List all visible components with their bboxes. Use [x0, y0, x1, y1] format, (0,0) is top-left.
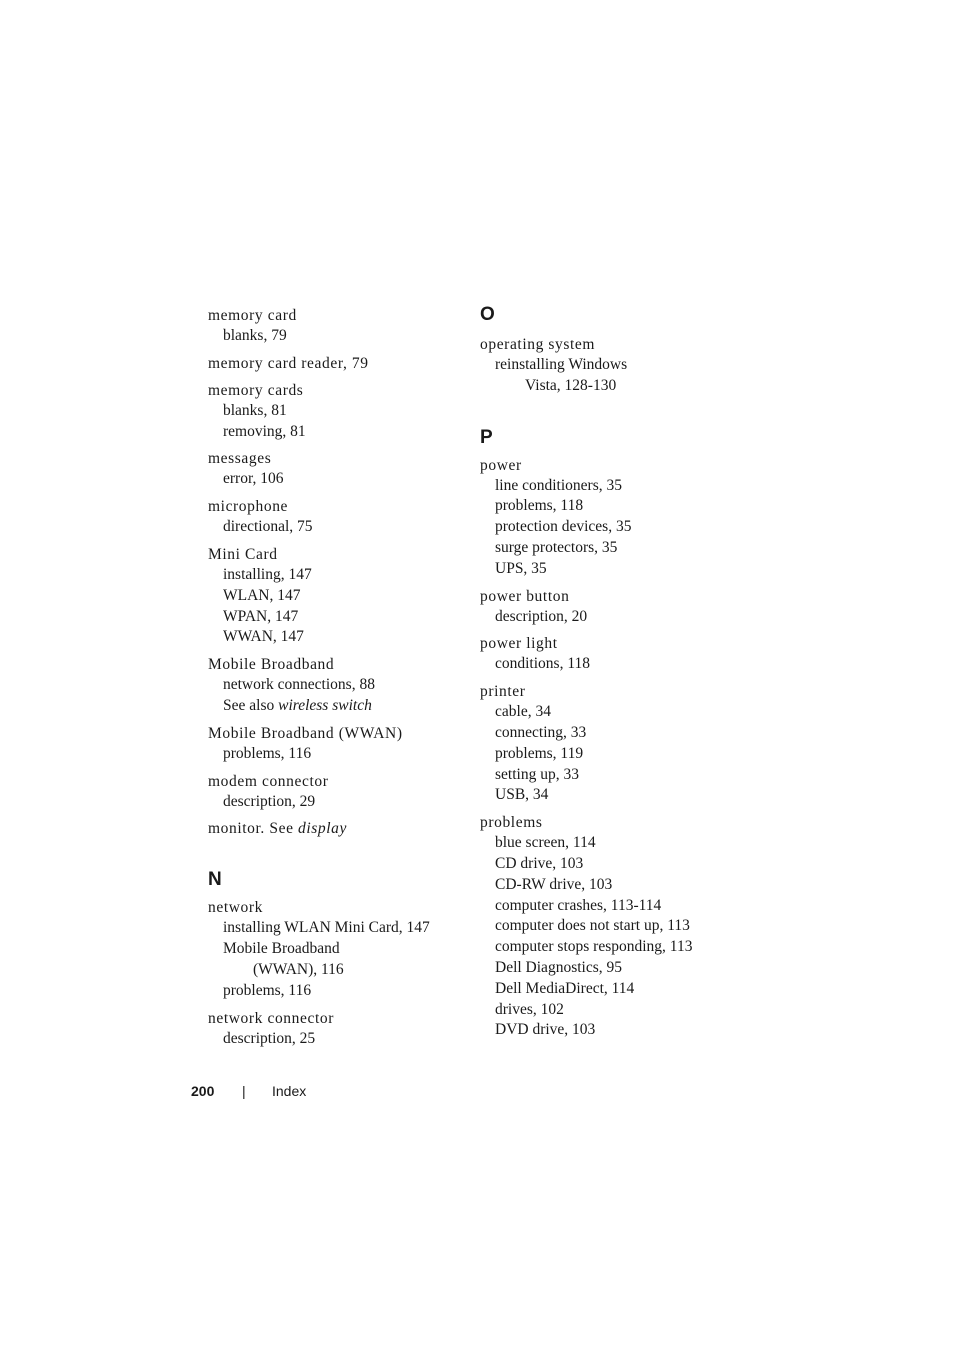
index-term: microphone — [208, 498, 289, 516]
index-subterm: WWAN, 147 — [223, 628, 304, 646]
index-subterm: directional, 75 — [223, 518, 313, 536]
index-entry — [208, 380, 468, 443]
index-entry — [480, 633, 740, 675]
index-subterm: problems, 118 — [495, 497, 584, 515]
index-letter-heading: O — [480, 304, 495, 325]
index-entry — [208, 818, 468, 839]
index-subterm: computer stops responding, 113 — [495, 938, 693, 956]
index-entries-m — [208, 305, 468, 839]
index-subterm: WPAN, 147 — [223, 607, 299, 625]
index-subterm: line conditioners, 35 — [495, 476, 622, 494]
index-term: power light — [480, 635, 558, 653]
index-term: Mobile Broadband — [208, 656, 335, 674]
index-subterm-continuation: (WWAN), 116 — [253, 960, 344, 978]
index-subterm: computer does not start up, 113 — [495, 917, 690, 935]
index-subterm: reinstalling Windows Vista, 128-130 — [495, 356, 628, 394]
index-letter-heading: N — [208, 869, 222, 891]
index-subterm: problems, 116 — [223, 744, 312, 762]
index-entry — [480, 586, 740, 628]
index-term: power — [480, 456, 522, 474]
index-subterm: installing WLAN Mini Card, 147 — [223, 919, 430, 937]
index-term-prefix: monitor. See — [208, 820, 299, 838]
index-term: Mobile Broadband (WWAN) — [208, 724, 403, 742]
index-subterm: removing, 81 — [223, 422, 306, 440]
index-term: printer — [480, 683, 526, 701]
index-entry — [480, 334, 740, 397]
footer-separator: | — [242, 1083, 246, 1099]
index-column-left — [208, 305, 468, 1055]
index-subterm: connecting, 33 — [495, 723, 587, 741]
index-subterm: blanks, 81 — [223, 401, 287, 419]
index-subterm: USB, 34 — [495, 786, 549, 804]
index-entry — [208, 353, 468, 374]
index-subterm: CD drive, 103 — [495, 854, 584, 872]
index-see-target: display — [298, 820, 348, 838]
index-subterm: Dell Diagnostics, 95 — [495, 958, 622, 976]
index-term: memory cards — [208, 381, 304, 399]
index-term: Mini Card — [208, 545, 278, 563]
index-entry — [480, 681, 740, 806]
index-term: power button — [480, 587, 570, 605]
index-subterm: description, 25 — [223, 1029, 316, 1047]
index-subterm: description, 29 — [223, 792, 316, 810]
index-entry — [208, 1008, 468, 1050]
index-subterm: problems, 116 — [223, 981, 312, 999]
index-letter-heading: P — [480, 426, 493, 448]
index-term — [208, 818, 468, 839]
index-term: memory card — [208, 307, 297, 324]
index-subterm: network connections, 88 — [223, 676, 375, 694]
index-subterm: computer crashes, 113-114 — [495, 896, 662, 914]
index-entry — [208, 771, 468, 813]
see-also-target: wireless switch — [278, 696, 372, 714]
index-term: memory card reader, 79 — [208, 354, 369, 372]
index-subterm: cable, 34 — [495, 703, 551, 721]
see-also-prefix: See also — [223, 696, 279, 714]
index-term: problems — [480, 814, 543, 832]
index-entries-p — [480, 455, 740, 1042]
index-column-right — [480, 304, 740, 1047]
index-subterm: blanks, 79 — [223, 327, 287, 344]
index-entry — [208, 496, 468, 538]
index-subterm: conditions, 118 — [495, 655, 591, 673]
index-subterm: surge protectors, 35 — [495, 538, 618, 556]
index-subterm: problems, 119 — [495, 744, 584, 762]
index-entry — [208, 723, 468, 765]
index-subterm: installing, 147 — [223, 565, 312, 583]
index-subterm: CD-RW drive, 103 — [495, 875, 613, 893]
page-number: 200 — [191, 1083, 215, 1099]
index-subterm: WLAN, 147 — [223, 586, 301, 604]
index-see-also — [208, 696, 468, 717]
index-subterm: description, 20 — [495, 607, 588, 625]
index-entry — [208, 544, 468, 648]
index-entries-n — [208, 897, 468, 1049]
index-entry — [208, 654, 468, 717]
index-subterm: protection devices, 35 — [495, 518, 632, 536]
index-term: operating system — [480, 336, 596, 353]
index-entry — [480, 812, 740, 1041]
index-term: network connector — [208, 1009, 334, 1027]
index-subterm: setting up, 33 — [495, 765, 579, 783]
index-term: network — [208, 899, 263, 917]
index-subterm: Dell MediaDirect, 114 — [495, 979, 635, 997]
index-subterm: DVD drive, 103 — [495, 1021, 596, 1039]
index-subterm: UPS, 35 — [495, 559, 547, 577]
index-subterm: error, 106 — [223, 470, 284, 488]
index-entry — [208, 897, 468, 1001]
index-term: modem connector — [208, 772, 329, 790]
section-name: Index — [272, 1083, 307, 1099]
index-entry — [208, 448, 468, 490]
index-subterm — [208, 939, 468, 981]
index-subterm: drives, 102 — [495, 1000, 564, 1018]
index-subterm: blue screen, 114 — [495, 834, 596, 852]
index-subterm-line: Mobile Broadband — [223, 940, 340, 958]
index-entry — [208, 305, 468, 347]
index-entry — [480, 455, 740, 580]
index-term: messages — [208, 450, 272, 468]
